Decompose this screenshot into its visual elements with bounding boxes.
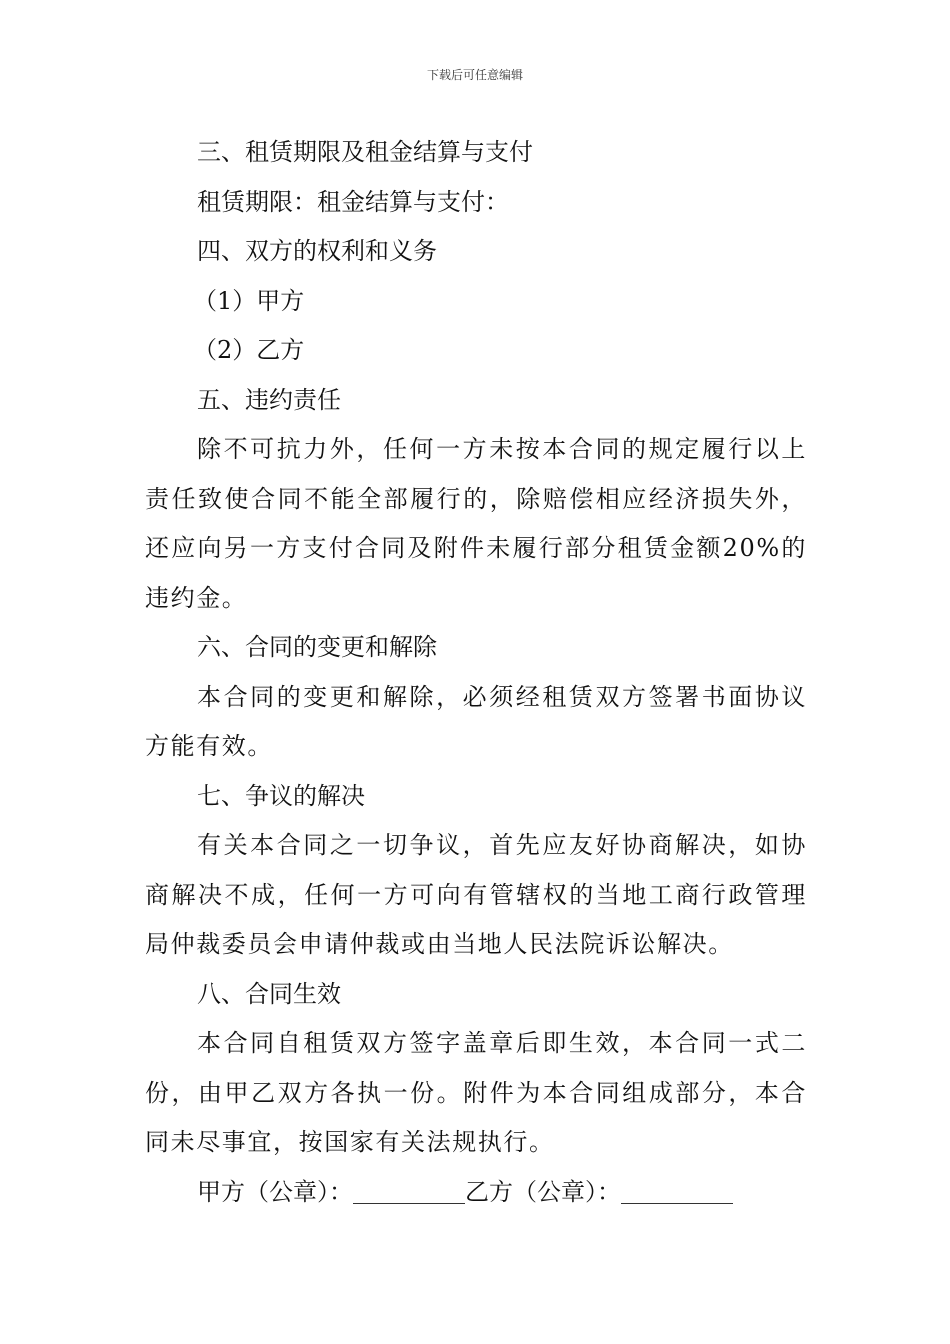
party-b-label: 乙方（公章）： (465, 1177, 621, 1206)
section-3-title: 三、租赁期限及租金结算与支付 (197, 138, 533, 166)
signature-line (145, 1168, 807, 1218)
section-7-body: 有关本合同之一切争议，首先应友好协商解决，如协商解决不成，任何一方可向有管辖权的当地工商行政管理局仲裁委员会申请仲裁或由当地人民法院诉讼解决。 (145, 831, 807, 958)
section-4-item-1: （1）甲方 (193, 286, 305, 315)
party-b-signature-blank[interactable] (621, 1177, 733, 1204)
section-5-body: 除不可抗力外，任何一方未按本合同的规定履行以上责任致使合同不能全部履行的，除赔偿相应经济损失外，还应向另一方支付合同及附件未履行部分租赁金额20%的违约金。 (145, 435, 807, 612)
section-7-title: 七、争议的解决 (197, 781, 365, 810)
section-6-body: 本合同的变更和解除，必须经租赁双方签署书面协议方能有效。 (145, 682, 807, 760)
section-8-body: 本合同自租赁双方签字盖章后即生效，本合同一式二份，由甲乙双方各执一份。附件为本合同组成部分，本合同未尽事宜，按国家有关法规执行。 (145, 1029, 807, 1156)
party-a-label: 甲方（公章）： (197, 1177, 353, 1206)
party-a-signature-blank[interactable] (353, 1177, 465, 1204)
section-5-title: 五、违约责任 (197, 385, 341, 414)
section-8-title: 八、合同生效 (197, 979, 341, 1008)
document-body (145, 128, 807, 1217)
section-6-title: 六、合同的变更和解除 (197, 633, 437, 661)
page-header: 下载后可任意编辑 (426, 68, 523, 82)
section-3-body: 租赁期限：租金结算与支付： (197, 187, 509, 216)
section-4-title: 四、双方的权利和义务 (197, 237, 437, 265)
section-4-item-2: （2）乙方 (193, 336, 305, 364)
